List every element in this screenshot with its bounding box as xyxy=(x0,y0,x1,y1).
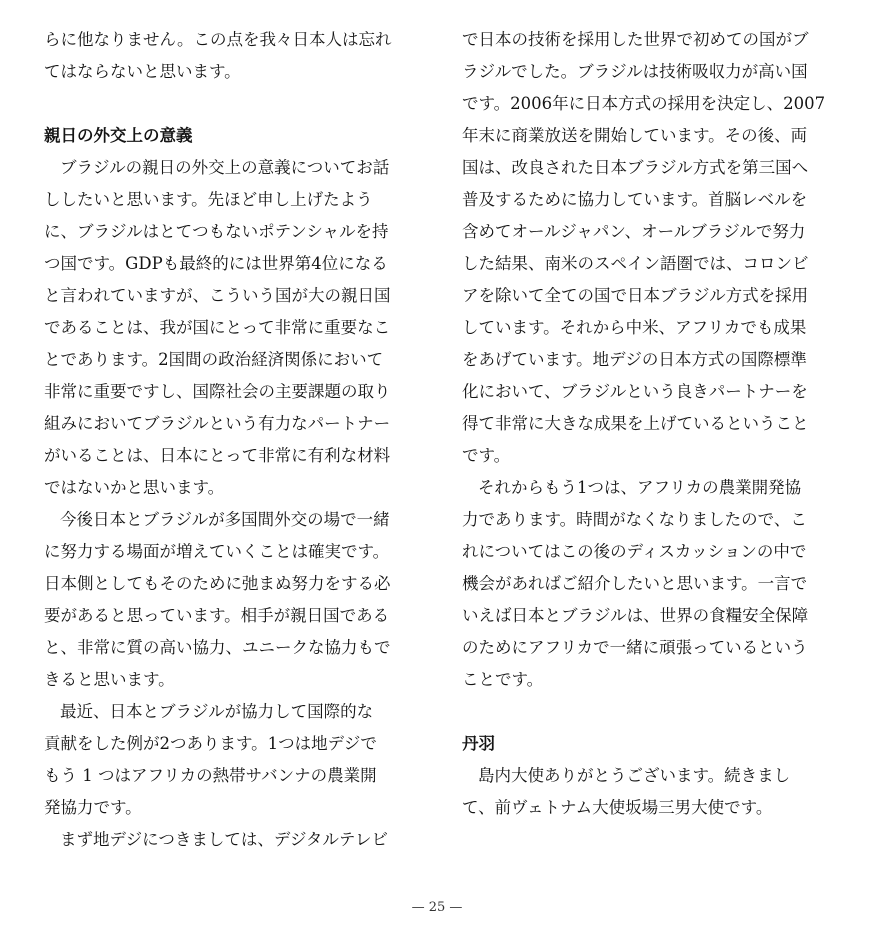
text-line: 普及するために協力しています。首脳レベルを xyxy=(462,190,808,209)
text-line: しています。それから中米、アフリカでも成果 xyxy=(462,318,807,337)
text-line: であることは、我が国にとって非常に重要なこ xyxy=(44,318,391,337)
text-line: で日本の技術を採用した世界で初めての国がブ xyxy=(462,30,809,49)
text-line: とであります。2国間の政治経済関係において xyxy=(44,350,384,369)
paragraph xyxy=(462,760,830,824)
paragraph-continuation xyxy=(44,24,412,88)
text-line: 発協力です。 xyxy=(44,798,142,817)
text-line: 最近、日本とブラジルが協力して国際的な xyxy=(60,702,374,721)
text-line: 貢献をした例が2つあります。1つは地デジで xyxy=(44,734,377,753)
text-line: です。 xyxy=(462,446,511,465)
text-line: 得て非常に大きな成果を上げているということ xyxy=(462,414,809,433)
text-line: ししたいと思います。先ほど申し上げたよう xyxy=(44,190,373,209)
text-line: 要があると思っています。相手が親日国である xyxy=(44,606,390,625)
text-line: がいることは、日本にとって非常に有利な材料 xyxy=(44,446,391,465)
spacer xyxy=(44,88,412,120)
text-line: と言われていますが、こういう国が大の親日国 xyxy=(44,286,391,305)
text-line: つ国です。GDPも最終的には世界第4位になる xyxy=(44,254,388,273)
paragraph xyxy=(44,696,412,824)
text-line: 力であります。時間がなくなりましたので、こ xyxy=(462,510,807,529)
paragraph xyxy=(462,472,830,696)
page-number: — 25 — xyxy=(411,900,463,915)
paragraph-continuation xyxy=(462,24,830,472)
text-line: いえば日本とブラジルは、世界の食糧安全保障 xyxy=(462,606,809,625)
text-line: 日本側としてもそのために弛まぬ努力をする必 xyxy=(44,574,391,593)
text-line: 今後日本とブラジルが多国間外交の場で一緒 xyxy=(60,510,390,529)
section-heading: 親日の外交上の意義 xyxy=(44,126,193,145)
text-line: 国は、改良された日本ブラジル方式を第三国へ xyxy=(462,158,809,177)
text-line: ことです。 xyxy=(462,670,544,689)
text-line: ラジルでした。ブラジルは技術吸収力が高い国 xyxy=(462,62,808,81)
text-line: 年末に商業放送を開始しています。その後、両 xyxy=(462,126,808,145)
text-line: をあげています。地デジの日本方式の国際標準 xyxy=(462,350,807,369)
text-line: きると思います。 xyxy=(44,670,175,689)
text-line: 機会があればご紹介したいと思います。一言で xyxy=(462,574,808,593)
spacer xyxy=(462,696,830,728)
text-line: に努力する場面が増えていくことは確実です。 xyxy=(44,542,390,561)
text-line: まず地デジにつきましては、デジタルテレビ xyxy=(60,830,389,849)
paragraph xyxy=(44,824,412,856)
text-line: です。2006年に日本方式の採用を決定し、2007 xyxy=(462,94,826,113)
text-line: れについてはこの後のディスカッションの中で xyxy=(462,542,807,561)
text-line: らに他なりません。この点を我々日本人は忘れ xyxy=(44,30,392,49)
text-line: 非常に重要ですし、国際社会の主要課題の取り xyxy=(44,382,391,401)
text-line: に、ブラジルはとてつもないポテンシャルを持 xyxy=(44,222,389,241)
text-line: て、前ヴェトナム大使坂場三男大使です。 xyxy=(462,798,773,817)
text-line: 組みにおいてブラジルという有力なパートナー xyxy=(44,414,391,433)
text-line: アを除いて全ての国で日本ブラジル方式を採用 xyxy=(462,286,809,305)
text-line: した結果、南米のスペイン語圏では、コロンビ xyxy=(462,254,809,273)
speaker-name: 丹羽 xyxy=(462,734,495,753)
text-line: てはならないと思います。 xyxy=(44,62,241,81)
text-line: 化において、ブラジルという良きパートナーを xyxy=(462,382,808,401)
text-line: ブラジルの親日の外交上の意義についてお話 xyxy=(60,158,390,177)
text-line: もう 1 つはアフリカの熱帯サバンナの農業開 xyxy=(44,766,377,785)
text-line: と、非常に質の高い協力、ユニークな協力もで xyxy=(44,638,391,657)
text-line: 含めてオールジャパン、オールブラジルで努力 xyxy=(462,222,806,241)
text-line: それからもう1つは、アフリカの農業開発協 xyxy=(478,478,802,497)
paragraph xyxy=(44,152,412,504)
paragraph xyxy=(44,504,412,696)
text-line: 島内大使ありがとうございます。続きまし xyxy=(478,766,791,785)
left-column xyxy=(44,24,412,856)
right-column xyxy=(462,24,830,824)
text-line: のためにアフリカで一緒に頑張っているという xyxy=(462,638,808,657)
text-line: ではないかと思います。 xyxy=(44,478,225,497)
